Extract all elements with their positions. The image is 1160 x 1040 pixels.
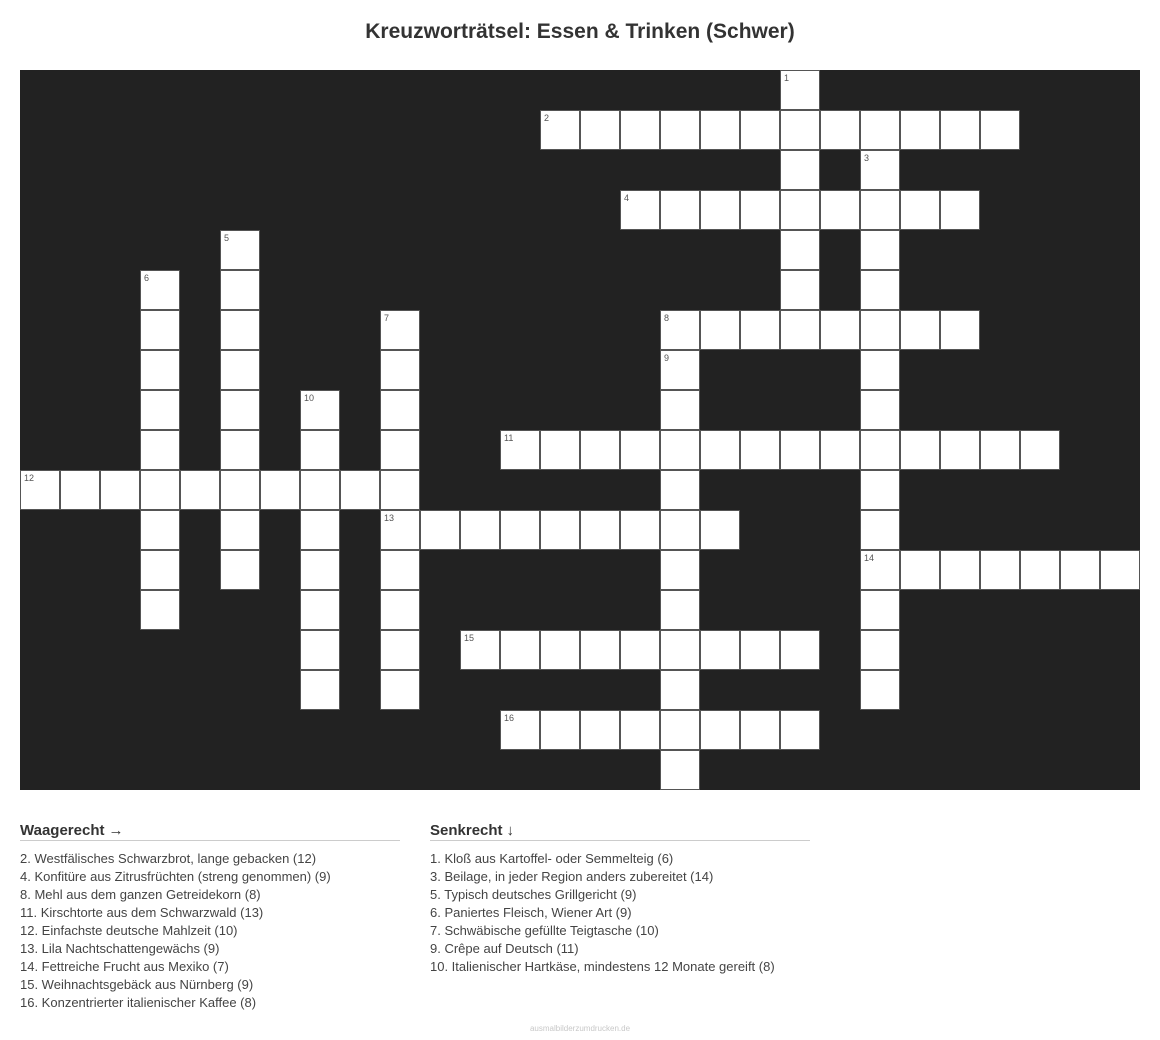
across-clue-list [20,850,400,1012]
grid-cell[interactable] [660,510,700,550]
grid-cell[interactable] [740,190,780,230]
grid-cell[interactable] [380,430,420,470]
grid-cell[interactable] [700,110,740,150]
across-clue: 15. Weihnachtsgebäck aus Nürnberg (9) [20,977,254,992]
grid-cell[interactable] [340,470,380,510]
grid-cell[interactable] [700,190,740,230]
cell-number: 10 [304,393,315,403]
down-clue: 10. Italienischer Hartkäse, mindestens 12 Monate gereift (8) [430,959,775,974]
grid-cell[interactable] [140,470,180,510]
across-heading-label: Waagerecht [20,822,105,839]
grid-cell[interactable] [220,470,260,510]
across-clue: 4. Konfitüre aus Zitrusfrüchten (streng genommen) (9) [20,869,331,884]
grid-cell[interactable] [300,670,340,710]
grid-cell[interactable] [140,430,180,470]
grid-cell[interactable] [660,710,700,750]
grid-cell[interactable] [980,430,1020,470]
grid-cell[interactable] [660,550,700,590]
grid-cell[interactable] [500,510,540,550]
grid-cell[interactable] [380,510,420,550]
grid-cell[interactable] [220,510,260,550]
cell-number: 2 [544,113,550,123]
grid-cell[interactable] [380,350,420,390]
grid-cell[interactable] [780,70,820,110]
grid-cell[interactable] [540,510,580,550]
grid-cell[interactable] [140,550,180,590]
grid-cell[interactable] [660,750,700,790]
cell-number: 14 [864,553,875,563]
cell-number: 11 [504,433,514,443]
cell-number: 9 [664,353,670,363]
grid-cell[interactable] [820,110,860,150]
grid-cell[interactable] [780,710,820,750]
cell-number: 15 [464,633,475,643]
grid-cell[interactable] [860,150,900,190]
grid-cell[interactable] [620,710,660,750]
grid-cell[interactable] [660,670,700,710]
grid-cell[interactable] [660,430,700,470]
grid-cell[interactable] [620,110,660,150]
cell-number: 4 [624,193,630,203]
grid-cell[interactable] [820,430,860,470]
across-clue: 8. Mehl aus dem ganzen Getreidekorn (8) [20,887,261,902]
grid-cell[interactable] [220,550,260,590]
grid-cell[interactable] [620,630,660,670]
grid-cell[interactable] [140,390,180,430]
grid-cell[interactable] [220,310,260,350]
grid-cell[interactable] [900,550,940,590]
grid-cell[interactable] [460,510,500,550]
down-clue: 3. Beilage, in jeder Region anders zubereitet (14) [430,869,714,884]
grid-cell[interactable] [540,110,580,150]
grid-cell[interactable] [860,350,900,390]
grid-cell[interactable] [860,430,900,470]
grid-cell[interactable] [660,190,700,230]
cell-number: 8 [664,313,670,323]
grid-cell[interactable] [940,430,980,470]
grid-cell[interactable] [740,110,780,150]
grid-cell[interactable] [660,390,700,430]
across-clue: 14. Fettreiche Frucht aus Mexiko (7) [20,959,229,974]
across-heading [20,822,400,841]
grid-cell[interactable] [580,510,620,550]
grid-cell[interactable] [260,470,300,510]
across-clue: 12. Einfachste deutsche Mahlzeit (10) [20,923,238,938]
grid-cell[interactable] [140,270,180,310]
grid-cell[interactable] [660,110,700,150]
grid-cell[interactable] [940,110,980,150]
grid-cell[interactable] [380,470,420,510]
grid-cell[interactable] [460,630,500,670]
cell-number: 3 [864,153,870,163]
grid-cell[interactable] [500,710,540,750]
grid-cell[interactable] [780,110,820,150]
grid-cell[interactable] [540,430,580,470]
across-clue: 13. Lila Nachtschattengewächs (9) [20,941,220,956]
grid-cell[interactable] [540,710,580,750]
grid-cell[interactable] [220,350,260,390]
down-clue: 5. Typisch deutsches Grillgericht (9) [430,887,637,902]
grid-cell[interactable] [940,310,980,350]
grid-cell[interactable] [900,430,940,470]
grid-cell[interactable] [780,270,820,310]
grid-cell[interactable] [700,510,740,550]
grid-cell[interactable] [140,590,180,630]
down-clue-list [430,850,810,976]
grid-cell[interactable] [20,470,60,510]
grid-cell[interactable] [740,430,780,470]
across-clue: 16. Konzentrierter italienischer Kaffee (8) [20,995,257,1010]
grid-cell[interactable] [860,630,900,670]
down-heading [430,822,810,841]
right-arrow-icon: → [108,822,124,839]
grid-cell[interactable] [860,670,900,710]
grid-cell[interactable] [860,550,900,590]
crossword-grid [20,70,1140,790]
grid-cell[interactable] [900,310,940,350]
grid-cell[interactable] [380,670,420,710]
grid-cell[interactable] [380,390,420,430]
grid-cell[interactable] [860,190,900,230]
grid-cell[interactable] [1020,430,1060,470]
grid-cell[interactable] [300,510,340,550]
grid-cell[interactable] [980,550,1020,590]
grid-cell[interactable] [620,190,660,230]
grid-cell[interactable] [500,630,540,670]
grid-cell[interactable] [220,390,260,430]
cell-number: 1 [784,73,790,83]
grid-cell[interactable] [860,230,900,270]
grid-cell[interactable] [700,310,740,350]
grid-cell[interactable] [860,390,900,430]
grid-cell[interactable] [660,310,700,350]
grid-cell[interactable] [140,350,180,390]
grid-cell[interactable] [500,430,540,470]
grid-cell[interactable] [220,270,260,310]
grid-cell[interactable] [780,230,820,270]
grid-cell[interactable] [380,630,420,670]
grid-cell[interactable] [860,110,900,150]
grid-cell[interactable] [180,470,220,510]
grid-cell[interactable] [860,270,900,310]
grid-cell[interactable] [660,590,700,630]
grid-cell[interactable] [220,230,260,270]
grid-cell[interactable] [300,430,340,470]
grid-cell[interactable] [740,710,780,750]
grid-cell[interactable] [820,310,860,350]
grid-cell[interactable] [540,630,580,670]
grid-cell[interactable] [620,510,660,550]
grid-cell[interactable] [620,430,660,470]
grid-cell[interactable] [860,510,900,550]
grid-cell[interactable] [740,630,780,670]
down-arrow-icon: ↓ [506,822,515,839]
grid-cell[interactable] [420,510,460,550]
down-clues-section [430,822,810,976]
grid-cell[interactable] [1100,550,1140,590]
grid-cell[interactable] [940,190,980,230]
grid-cell[interactable] [780,190,820,230]
cell-number: 5 [224,233,230,243]
grid-cell[interactable] [860,310,900,350]
grid-cell[interactable] [780,630,820,670]
grid-cell[interactable] [300,390,340,430]
grid-cell[interactable] [60,470,100,510]
grid-cell[interactable] [860,470,900,510]
down-heading-label: Senkrecht [430,822,503,839]
cell-number: 6 [144,273,150,283]
grid-cell[interactable] [900,190,940,230]
grid-cell[interactable] [140,310,180,350]
grid-cell[interactable] [820,190,860,230]
cell-number: 13 [384,513,395,523]
grid-cell[interactable] [700,630,740,670]
grid-cell[interactable] [580,630,620,670]
grid-cell[interactable] [660,630,700,670]
down-clue: 7. Schwäbische gefüllte Teigtasche (10) [430,923,659,938]
grid-cell[interactable] [580,710,620,750]
grid-cell[interactable] [300,630,340,670]
grid-cell[interactable] [300,550,340,590]
across-clues-section [20,822,400,1012]
cell-number: 16 [504,713,515,723]
grid-cell[interactable] [980,110,1020,150]
grid-cell[interactable] [900,110,940,150]
grid-cell[interactable] [140,510,180,550]
grid-cell[interactable] [380,590,420,630]
grid-cell[interactable] [220,430,260,470]
grid-cell[interactable] [660,470,700,510]
grid-cell[interactable] [300,470,340,510]
grid-cell[interactable] [580,110,620,150]
grid-cell[interactable] [300,590,340,630]
grid-cell[interactable] [380,550,420,590]
footer-credit: ausmalbilderzumdrucken.de [529,1024,631,1033]
grid-cell[interactable] [380,310,420,350]
grid-cell[interactable] [1020,550,1060,590]
grid-cell[interactable] [700,430,740,470]
grid-cell[interactable] [860,590,900,630]
puzzle-title: Kreuzworträtsel: Essen & Trinken (Schwer) [365,20,795,43]
cell-number: 7 [384,313,390,323]
cell-number: 12 [24,473,35,483]
across-clue: 2. Westfälisches Schwarzbrot, lange gebacken (12) [20,851,317,866]
grid-cell[interactable] [940,550,980,590]
grid-cell[interactable] [580,430,620,470]
grid-cell[interactable] [700,710,740,750]
grid-cell[interactable] [1060,550,1100,590]
down-clue: 1. Kloß aus Kartoffel- oder Semmelteig (6) [430,851,674,866]
down-clue: 6. Paniertes Fleisch, Wiener Art (9) [430,905,632,920]
grid-cell[interactable] [740,310,780,350]
across-clue: 11. Kirschtorte aus dem Schwarzwald (13) [20,905,264,920]
grid-cell[interactable] [100,470,140,510]
grid-cell[interactable] [660,350,700,390]
grid-cell[interactable] [780,430,820,470]
grid-cell[interactable] [780,310,820,350]
down-clue: 9. Crêpe auf Deutsch (11) [430,941,579,956]
grid-cell[interactable] [780,150,820,190]
